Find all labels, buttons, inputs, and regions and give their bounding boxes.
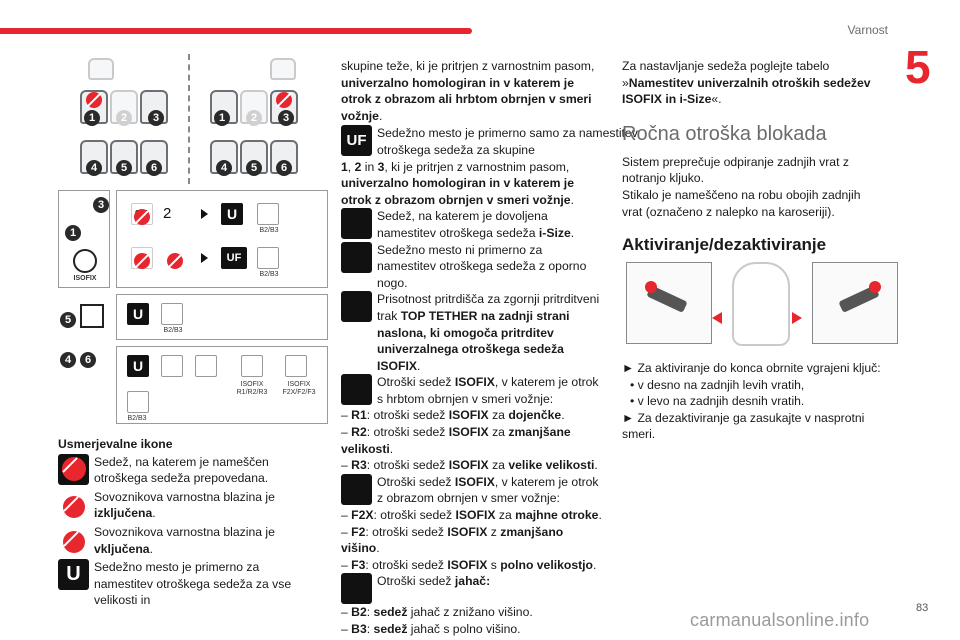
seat-number: 5 xyxy=(116,160,132,176)
door-lock-right-illustration xyxy=(812,262,898,344)
support-leg-prohibited-icon xyxy=(80,304,104,328)
u-icon: U xyxy=(127,355,149,377)
seat-number: 4 xyxy=(86,160,102,176)
seat-number: 6 xyxy=(276,160,292,176)
chapter-accent-bar xyxy=(0,28,472,34)
b3-line: – B3: sedež jahač s polno višino. xyxy=(341,622,521,636)
seat-number: 3 xyxy=(93,197,109,213)
legend-text: Sedež, na katerem je nameščen otroškega sedeža prepovedana. xyxy=(94,454,269,486)
seat-number: 5 xyxy=(60,312,76,328)
top-tether-icon xyxy=(195,355,217,377)
icons-column xyxy=(341,58,638,638)
f2x-line: – F2X: otroški sedež ISOFIX za majhne otroke. xyxy=(341,508,602,523)
booster-item xyxy=(341,573,603,604)
seat-number: 6 xyxy=(80,352,96,368)
b2-line: – B2: sedež jahač z znižano višino. xyxy=(341,605,533,620)
isofix-front-item xyxy=(341,474,603,507)
front-seat-panel xyxy=(58,190,110,288)
arrow-right-icon xyxy=(201,209,208,219)
step-deactivate: ► Za dezaktiviranje ga zasukajte v nasprotni smeri. xyxy=(622,410,865,442)
car-top-view-icon xyxy=(732,262,790,346)
legend-item xyxy=(58,524,320,557)
label-b2b3: B2/B3 xyxy=(259,227,279,234)
watermark: carmanualsonline.info xyxy=(690,610,870,630)
seat-number: 1 xyxy=(84,110,100,126)
legend-item xyxy=(58,489,320,522)
f2-line: – F2: otroški sedež ISOFIX z zmanjšano višino. xyxy=(341,524,564,556)
paragraph: skupine teže, ki je pritrjen z varnostnim pasom, univerzalno homologiran in v katerem je otrok z obrazom ali hrbtom obrnjen v smeri vožnje. xyxy=(341,59,595,123)
top-tether-item xyxy=(341,291,603,374)
bullet: • v desno na zadnjih levih vratih, xyxy=(630,377,805,392)
paragraph: Stikalo je nameščeno na robu obojih zadnjih vrat (označeno z nalepko na karoseriji). xyxy=(622,187,861,219)
u-icon: U xyxy=(127,303,149,325)
isofix-rear-icon xyxy=(341,374,372,405)
label-b2b3: B2/B3 xyxy=(259,271,279,278)
bullet: • v levo na zadnjih desnih vratih. xyxy=(630,394,805,409)
steering-wheel-icon xyxy=(270,58,296,80)
rotation-arrow-icon xyxy=(869,281,881,293)
legend-column xyxy=(58,436,320,609)
seat5-panel xyxy=(116,294,328,340)
section-heading: Ročna otroška blokada xyxy=(622,122,827,145)
legend-text: Sovoznikova varnostna blazina je izključena. xyxy=(94,489,275,521)
airbag-off-icon xyxy=(58,489,89,520)
seat-ok-icon: 2 xyxy=(163,205,172,222)
legend-item xyxy=(58,454,320,487)
isofix-front-icon xyxy=(341,474,372,505)
isofix-front-icon xyxy=(285,355,307,377)
isofix-prohibited-icon xyxy=(73,249,97,273)
legend-text: Sedežno mesto je primerno za namestitev otroškega sedeža za vse velikosti in xyxy=(94,560,292,608)
arrow-right-icon xyxy=(201,253,208,263)
top-tether-text: Prisotnost pritrdišča za zgornji pritrditveni trak TOP TETHER na zadnji strani naslona, ki omogoča pritrditev univerzalnega otroškega sedeža ISOFIX. xyxy=(377,292,600,373)
chapter-number: 5 xyxy=(905,41,931,93)
booster-text: Otroški sedež jahač: xyxy=(377,574,491,589)
prohibited-icon xyxy=(276,92,292,108)
support-leg-text: Sedežno mesto ni primerno za namestitev otroškega sedeža z oporno nogo. xyxy=(377,242,587,290)
label-b2b3: B2/B3 xyxy=(163,327,183,334)
seat-number: 6 xyxy=(146,160,162,176)
isofix-rear-text: Otroški sedež ISOFIX, v katerem je otrok s hrbtom obrnjen v smeri vožnje: xyxy=(377,375,599,406)
isofix-label: ISOFIX xyxy=(73,275,97,282)
child-seat-icon xyxy=(161,303,183,325)
isize-icon xyxy=(161,355,183,377)
isize-text: Sedež, na katerem je dovoljena namestitev otroškega sedeža i-Size. xyxy=(377,209,575,240)
rear-facing-prohibited-icon xyxy=(167,253,183,269)
prohibited-icon xyxy=(58,454,89,485)
r1-line: – R1: otroški sedež ISOFIX za dojenčke. xyxy=(341,408,565,423)
child-seat-icon xyxy=(257,247,279,269)
seat-number: 3 xyxy=(148,110,164,126)
arrow-right-icon xyxy=(792,312,802,324)
rotation-arrow-icon xyxy=(645,281,657,293)
page-number: 83 xyxy=(916,602,929,614)
isofix-front-label-a: ISOFIX xyxy=(287,381,311,388)
subsection-heading: Aktiviranje/dezaktiviranje xyxy=(622,235,827,255)
label-b2b3: B2/B3 xyxy=(127,415,147,422)
isofix-rear-item xyxy=(341,374,603,407)
u-icon: U xyxy=(221,203,243,225)
step-activate: ► Za aktiviranje do konca obrnite vgrajeni ključ: xyxy=(622,361,881,375)
airbag-panel xyxy=(116,190,328,288)
isofix-rear-icon xyxy=(241,355,263,377)
child-seat-icon xyxy=(257,203,279,225)
seat-number: 5 xyxy=(246,160,262,176)
section-title: Varnost xyxy=(847,23,888,37)
child-lock-column xyxy=(622,58,884,256)
r2-line: – R2: otroški sedež ISOFIX za zmanjšane velikosti. xyxy=(341,425,571,456)
seat-number: 4 xyxy=(216,160,232,176)
isofix-front-text: Otroški sedež ISOFIX, v katerem je otrok z obrazom obrnjen v smer vožnje: xyxy=(377,474,599,506)
top-tether-icon xyxy=(341,291,372,322)
prohibited-icon xyxy=(134,209,150,225)
uf-text: Sedežno mesto je primerno samo za namestitev otroškega sedeža za skupine xyxy=(377,126,638,157)
door-lock-left-illustration xyxy=(626,262,712,344)
seat-number: 1 xyxy=(214,110,230,126)
booster-seat-icon xyxy=(341,573,372,604)
airbag-on-icon xyxy=(58,524,89,555)
legend-heading: Usmerjevalne ikone xyxy=(58,437,173,451)
uf-icon: UF xyxy=(221,247,247,269)
paragraph: Za nastavljanje sedeža poglejte tabelo »Namestitev univerzalnih otroških sedežev ISOFIX in i-Size«. xyxy=(622,59,871,107)
uf-item xyxy=(341,125,638,158)
isize-item xyxy=(341,208,603,241)
f3-line: – F3: otroški sedež ISOFIX s polno velikostjo. xyxy=(341,557,597,572)
child-seat-icon xyxy=(127,391,149,413)
steering-wheel-icon xyxy=(88,58,114,80)
isofix-front-label-b: F2X/F2/F3 xyxy=(282,389,316,396)
divider xyxy=(188,54,190,184)
seat-number: 4 xyxy=(60,352,76,368)
isofix-rear-label-b: R1/R2/R3 xyxy=(236,389,268,396)
seat-number: 3 xyxy=(278,110,294,126)
paragraph: 1, 2 in 3, ki je pritrjen z varnostnim pasom, univerzalno homologiran in v katerem je otrok z obrazom obrnjen v smeri vožnje. xyxy=(341,159,574,207)
paragraph: Sistem preprečuje odpiranje zadnjih vrat z notranjo kljuko. xyxy=(622,154,849,186)
support-leg-prohibited-icon xyxy=(341,242,372,273)
legend-text: Sovoznikova varnostna blazina je vključena. xyxy=(94,524,275,556)
seat-number: 2 xyxy=(246,110,262,126)
support-leg-item xyxy=(341,242,603,292)
isofix-rear-label-a: ISOFIX xyxy=(240,381,264,388)
u-icon: U xyxy=(58,559,89,590)
prohibited-icon xyxy=(134,253,150,269)
prohibited-icon xyxy=(86,92,102,108)
seat46-panel xyxy=(116,346,328,424)
seat-diagram xyxy=(58,50,328,430)
uf-icon: UF xyxy=(341,125,372,156)
isize-icon xyxy=(341,208,372,239)
seat-number: 1 xyxy=(65,225,81,241)
legend-item xyxy=(58,559,320,609)
instructions xyxy=(622,360,884,443)
r3-line: – R3: otroški sedež ISOFIX za velike velikosti. xyxy=(341,458,598,473)
seat-number: 2 xyxy=(116,110,132,126)
arrow-left-icon xyxy=(712,312,722,324)
